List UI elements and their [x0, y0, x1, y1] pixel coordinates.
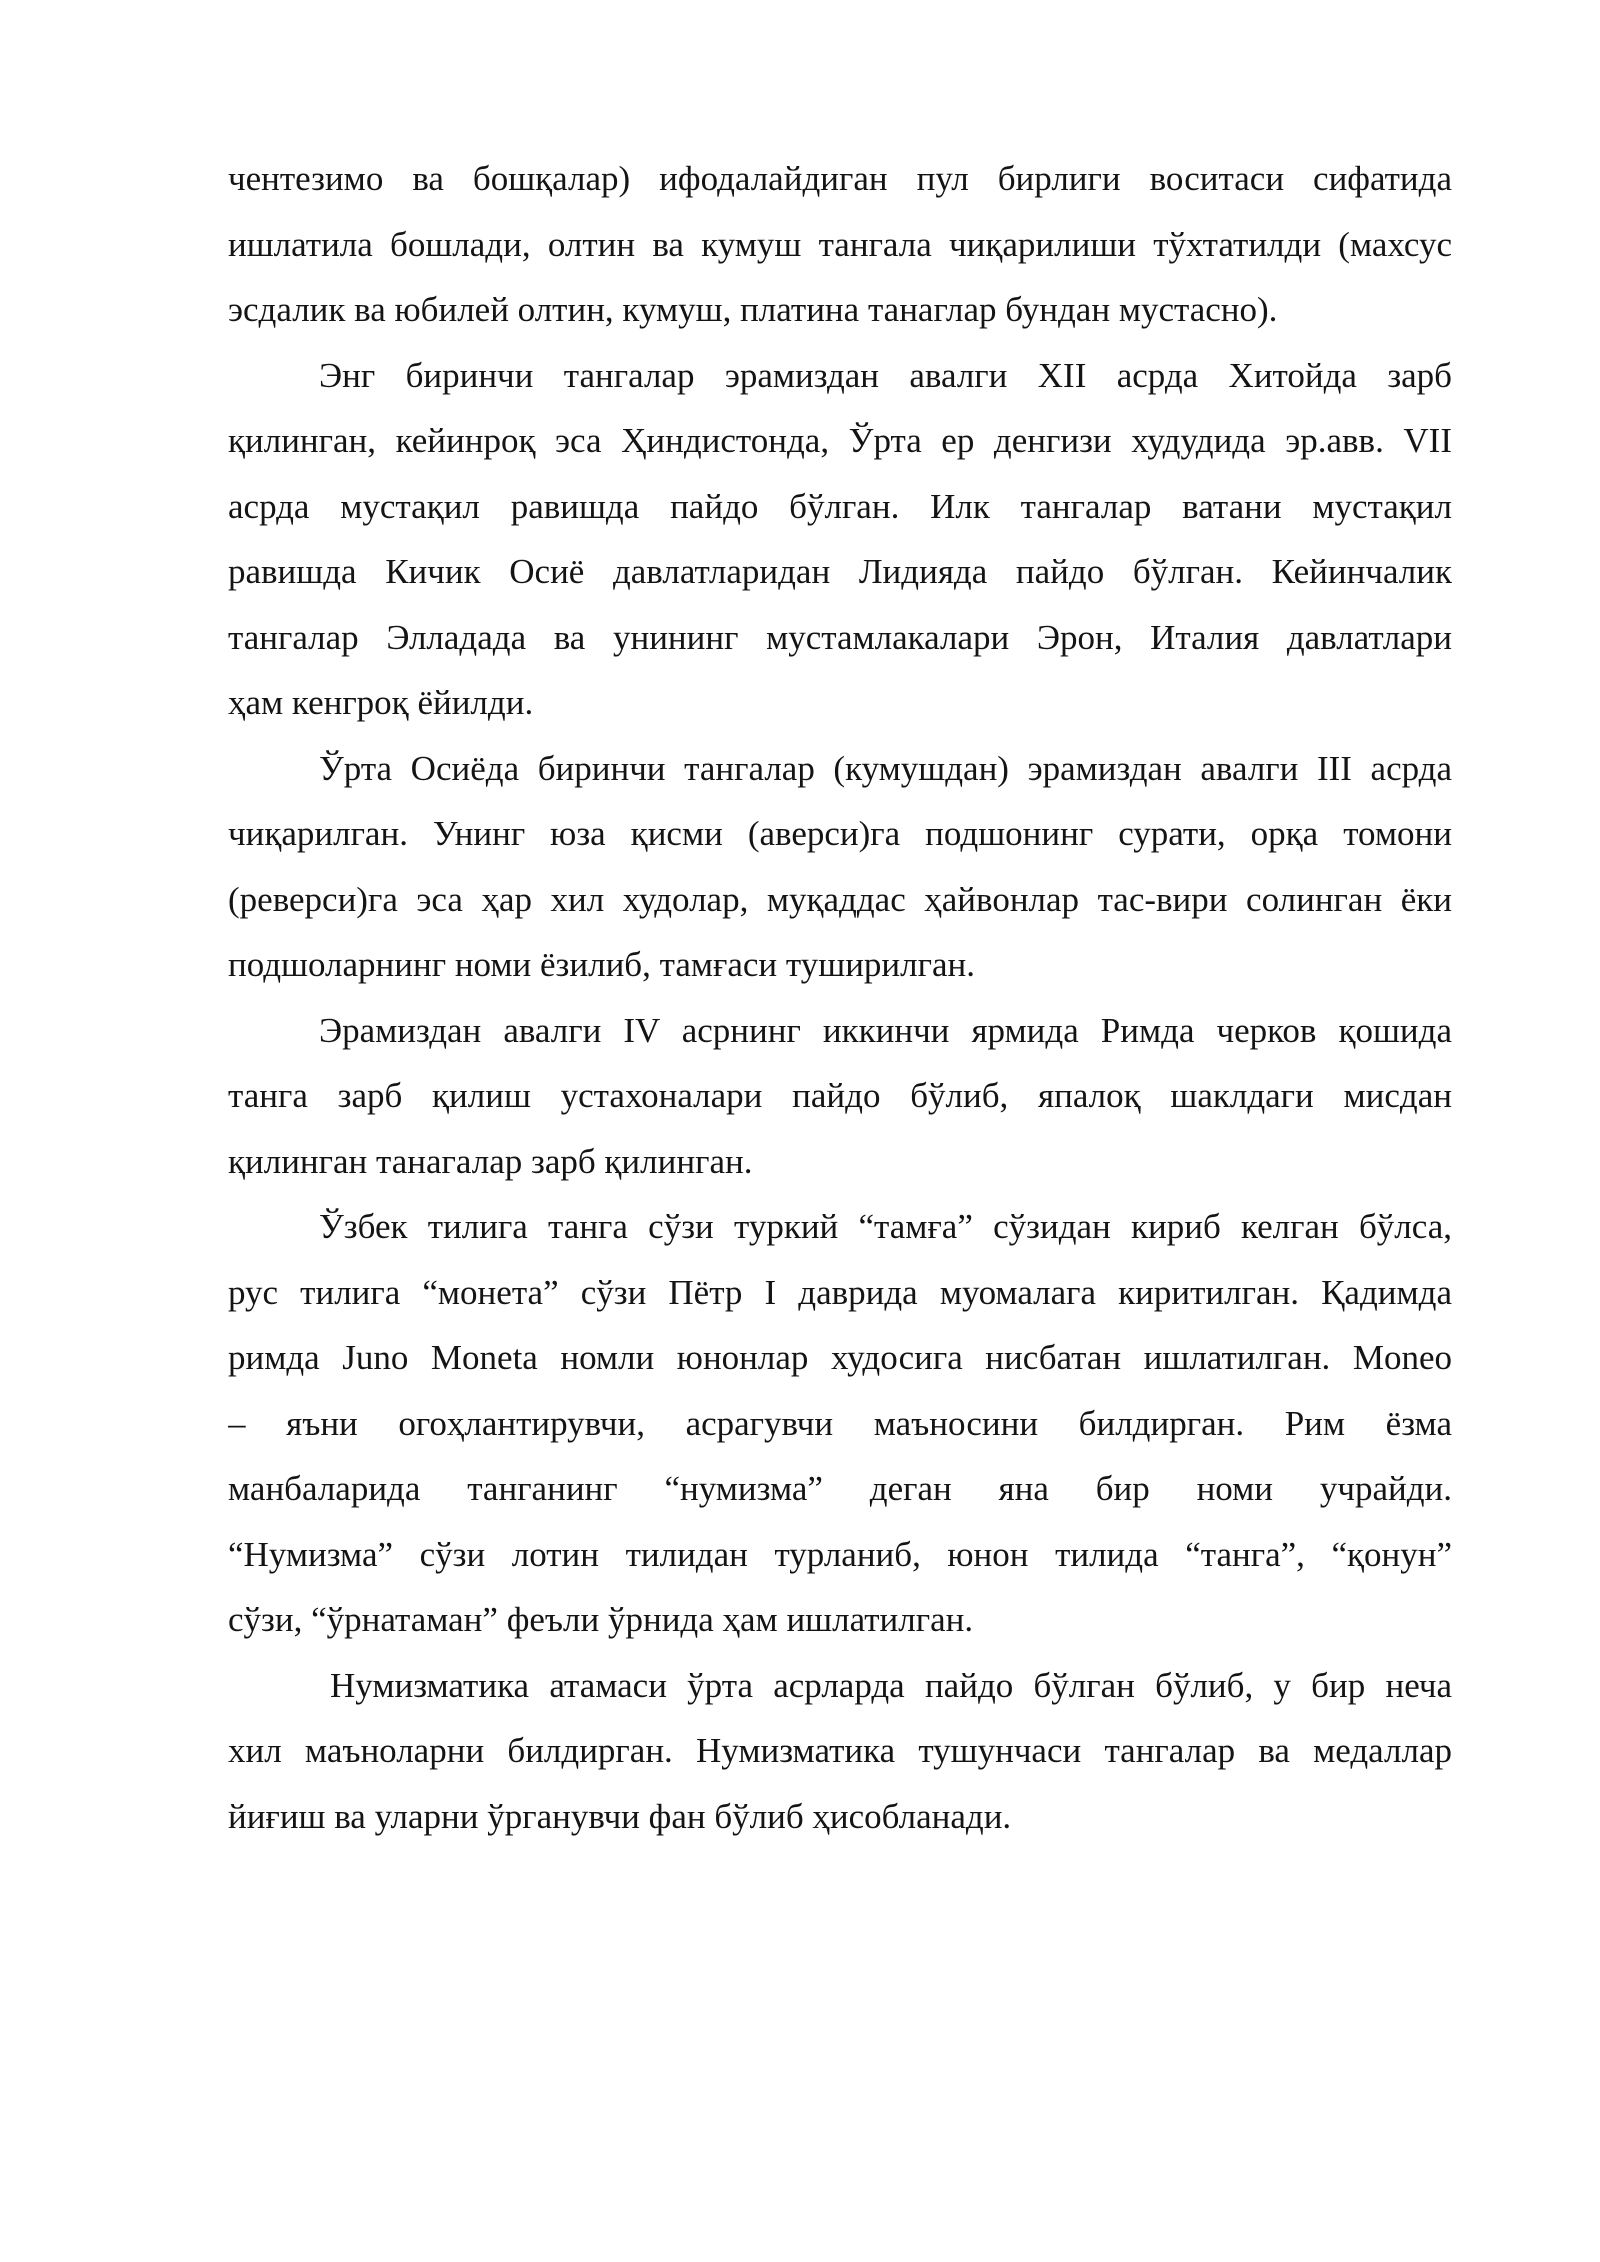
paragraph-line: римда Juno Moneta номли юнонлар худосига нисбатан ишлатилган. Moneo [228, 1338, 1452, 1377]
paragraph-line: – яъни огоҳлантирувчи, асрагувчи маъносини билдирган. Рим ёзма [228, 1403, 1452, 1443]
paragraph-line: рус тилига “монета” сўзи Пётр I даврида муомалага киритилган. Қадимда [228, 1272, 1452, 1312]
paragraph-line: Ўзбек тилига танга сўзи туркий “тамға” сўзидан кириб келган бўлса, [319, 1207, 1452, 1246]
paragraph-line: йиғиш ва уларни ўрганувчи фан бўлиб ҳисобланади. [228, 1796, 1012, 1836]
paragraph-line: Эрамиздан авалги IV асрнинг иккинчи ярмида Римда черков қошида [319, 1010, 1452, 1050]
paragraph-2 [228, 343, 1452, 736]
document-body [228, 146, 1452, 1849]
paragraph-3 [228, 736, 1452, 998]
paragraph-line: “Нумизма” сўзи лотин тилидан турланиб, юнон тилида “танга”, “қонун” [228, 1534, 1452, 1574]
paragraph-line: манбаларида танганинг “нумизма” деган яна бир номи учрайди. [228, 1469, 1452, 1508]
paragraph-line: подшоларнинг номи ёзилиб, тамғаси туширилган. [228, 945, 975, 984]
paragraph-line: Ўрта Осиёда биринчи тангалар (кумушдан) эрамиздан авалги III асрда [319, 748, 1452, 788]
paragraph-6 [228, 1653, 1452, 1850]
paragraph-line: тангалар Элладада ва унининг мустамлакалари Эрон, Италия давлатлари [228, 617, 1452, 657]
paragraph-line: чентезимо ва бошқалар) ифодалайдиган пул бирлиги воситаси сифатида [228, 159, 1452, 198]
paragraph-line: ҳам кенгроқ ёйилди. [228, 683, 534, 722]
paragraph-line: чиқарилган. Унинг юза қисми (аверси)га подшонинг сурати, орқа томони [228, 814, 1452, 853]
paragraph-line: (реверси)га эса ҳар хил худолар, муқаддас ҳайвонлар тас-вири солинган ёки [228, 879, 1452, 919]
paragraph-line: хил маъноларни билдирган. Нумизматика тушунчаси тангалар ва медаллар [228, 1731, 1452, 1770]
paragraph-1 [228, 146, 1452, 343]
paragraph-line: асрда мустақил равишда пайдо бўлган. Илк тангалар ватани мустақил [228, 486, 1452, 526]
paragraph-line: Энг биринчи тангалар эрамиздан авалги XII асрда Хитойда зарб [319, 355, 1452, 395]
paragraph-line: қилинган танагалар зарб қилинган. [228, 1141, 753, 1181]
paragraph-line: Нумизматика атамаси ўрта асрларда пайдо бўлган бўлиб, у бир неча [330, 1665, 1452, 1705]
paragraph-4 [228, 998, 1452, 1195]
paragraph-line: эсдалик ва юбилей олтин, кумуш, платина танаглар бундан мустасно). [228, 290, 1278, 329]
paragraph-line: равишда Кичик Осиё давлатларидан Лидияда пайдо бўлган. Кейинчалик [228, 552, 1452, 591]
paragraph-line: сўзи, “ўрнатаман” феъли ўрнида ҳам ишлатилган. [228, 1600, 974, 1639]
paragraph-5 [228, 1194, 1452, 1653]
paragraph-line: ишлатила бошлади, олтин ва кумуш тангала чиқарилиши тўхтатилди (махсус [228, 224, 1452, 264]
paragraph-line: танга зарб қилиш устахоналари пайдо бўлиб, япалоқ шаклдаги мисдан [228, 1076, 1452, 1115]
paragraph-line: қилинган, кейинроқ эса Ҳиндистонда, Ўрта ер денгизи худудида эр.авв. VII [228, 421, 1452, 460]
